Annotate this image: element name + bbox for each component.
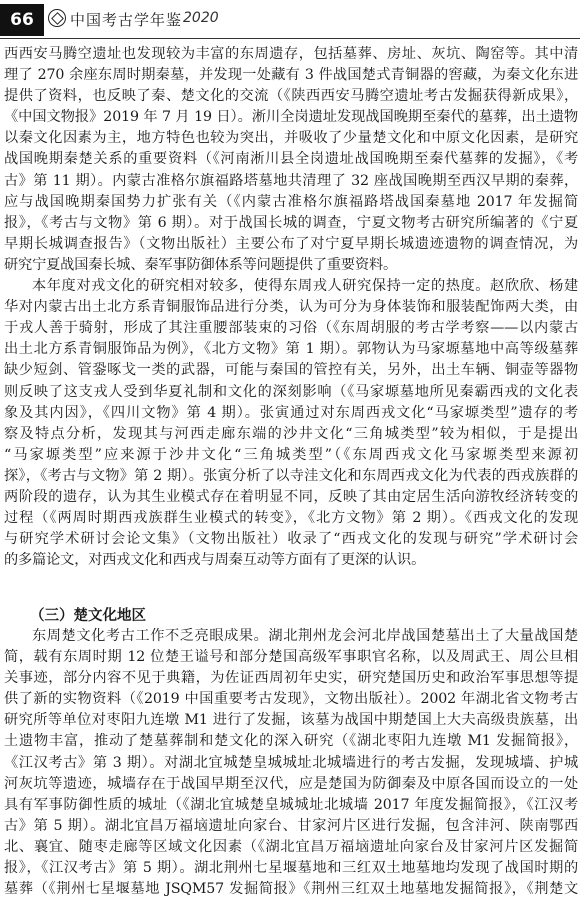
header-rule (0, 38, 580, 39)
text-line: 河灰坑等遗迹，城墙存在于战国早期至汉代，应是楚国为防御秦及中原各国而设立的一处 (4, 775, 578, 792)
text-line: 理了 270 余座东周时期秦墓，并发现一处藏有 3 件战国楚式青铜器的窖藏，为秦文化东进 (4, 67, 578, 84)
text-line: 战国晚期秦楚关系的重要资料（《河南淅川县全岗遗址战国晚期至秦代墓葬的发掘》，《考 (4, 151, 578, 168)
text-line: “马家塬类型”应来源于沙井文化“三角城类型”（《东周西戎文化马家塬类型来源初 (4, 446, 578, 463)
text-line: 提供了资料，也反映了秦、楚文化的交流（《陕西西安马腾空遗址考古发掘获得新成果》， (4, 88, 578, 105)
page-header (0, 0, 580, 40)
text-line: 具有军事防御性质的城址（《湖北宜城楚皇城城址北城墙 2017 年度发掘简报》，《江汉考 (4, 796, 578, 813)
text-line: 于戎人善于骑射，形成了其注重腰部装束的习俗（《东周胡服的考古学考察——以内蒙古 (4, 320, 578, 337)
paragraph-rong (4, 276, 578, 571)
text-line: 察及特点分析，发现其与河西走廊东端的沙井文化“三角城类型”较为相似，于是提出 (4, 425, 578, 442)
text-line: 缺少短剑、管銎啄戈一类的武器，可能与秦国的管控有关，另外，出土车辆、铜壶等器物 (4, 362, 578, 379)
body-text-upper (4, 44, 578, 571)
text-line: 研究宁夏战国秦长城、秦军事防御体系等问题提供了重要资料。 (4, 256, 398, 273)
text-line: 关事迹，部分内容不见于典籍，为佐证西周初年史实，研究楚国历史和政治军事思想等提 (4, 670, 578, 687)
text-line: 古》第 11 期）。内蒙古准格尔旗福路塔墓地共清理了 32 座战国晚期至西汉早期的秦葬， (4, 172, 578, 189)
text-line: 两阶段的遗存，认为其生业模式存在着明显不同，反映了其由定居生活向游牧经济转变的 (4, 488, 578, 505)
text-line: 华对内蒙古出土北方系青铜服饰品进行分类，认为可分为身体装饰和服装配饰两大类，由 (4, 299, 578, 316)
text-line: 西西安马腾空遗址也发现较为丰富的东周遗存，包括墓葬、房址、灰坑、陶窑等。其中清 (4, 46, 578, 62)
book-year: 2020 (183, 10, 219, 26)
text-line: 墓葬（《荆州七星堰墓地 JSQM57 发掘简报》《荆州三红双土地墓地发掘简报》，《荆楚文 (4, 881, 578, 898)
text-line: 古》第 5 期）。湖北宜昌万福垴遗址向家台、甘家河片区进行发掘，包含沣河、陕南鄂西 (4, 817, 578, 834)
text-line: 以秦文化因素为主，地方特色也较为突出，并吸收了少量楚文化和中原文化因素，是研究 (4, 130, 578, 147)
page-number: 66 (0, 4, 44, 36)
text-line: 过程（《两周时期西戎族群生业模式的转变》，《北方文物》第 2 期）。《西戎文化的发现 (4, 510, 578, 527)
text-line: 应与战国晚期秦国势力扩张有关（《内蒙古准格尔旗福路塔战国秦墓地 2017 年发掘简 (4, 193, 578, 210)
text-line: 《中国文物报》2019 年 7 月 19 日）。淅川全岗遗址发现战国晚期至秦代的墓葬，出土遗物 (4, 109, 578, 126)
text-line: 象及其内因》，《四川文物》第 4 期）。张寅通过对东周西戎文化“马家塬类型”遗存的考 (4, 404, 578, 421)
text-line: 东周楚文化考古工作不乏亮眼成果。湖北荆州龙会河北岸战国楚墓出土了大量战国楚 (32, 628, 578, 644)
text-line: 探》，《考古与文物》第 2 期）。张寅分析了以寺洼文化和东周西戎文化为代表的西戎族群的 (4, 467, 578, 484)
text-line: 则反映了这支戎人受到华夏礼制和文化的深刻影响（《马家塬墓地所见秦霸西戎的文化表 (4, 383, 578, 400)
book-title: 中国考古学年鉴 (70, 11, 183, 29)
text-line: 土遗物丰富，推动了楚墓葬制和楚文化的深入研究（《湖北枣阳九连墩 M1 发掘简报》， (4, 733, 578, 750)
body-text-lower (4, 626, 578, 900)
text-line: 出土北方系青铜服饰品为例》，《北方文物》第 1 期）。郭物认为马家塬墓地中高等级墓葬 (4, 341, 578, 358)
yearbook-logo-icon (48, 9, 66, 27)
text-line: 报》，《考古与文物》第 6 期）。对于战国长城的调查，宁夏文物考古研究所编著的《宁夏 (4, 214, 578, 231)
section-heading: （三）楚文化地区 (30, 608, 146, 624)
text-line: 本年度对戎文化的研究相对较多，使得东周戎人研究保持一定的热度。赵欣欣、杨建 (32, 278, 578, 295)
text-line: 供了新的实物资料（《2019 中国重要考古发现》，文物出版社）。2002 年湖北省文物考古 (4, 691, 578, 708)
paragraph-chu (4, 626, 578, 900)
text-line: 简，载有东周时期 12 位楚王谥号和部分楚国高级军事职官名称，以及周武王、周公旦相 (4, 649, 578, 666)
text-line: 《江汉考古》第 3 期）。对湖北宜城楚皇城城址北城墙进行的考古发掘，发现城墙、护城 (4, 754, 578, 771)
text-line: 的多篇论文，对西戎文化和西戎与周秦互动等方面有了更深的认识。 (4, 552, 426, 569)
text-line: 早期长城调查报告》（文物出版社）主要公布了对宁夏早期长城遗迹遗物的调查情况，为 (4, 235, 578, 252)
paragraph-qin (4, 44, 578, 276)
text-line: 报》，《江汉考古》第 5 期）。湖北荆州七星堰墓地和三红双土地墓地均发现了战国时期的 (4, 860, 578, 877)
text-line: 研究所等单位对枣阳九连墩 M1 进行了发掘，该墓为战国中期楚国上大夫高级贵族墓，出 (4, 712, 578, 729)
text-line: 与研究学术研讨会论文集》（文物出版社）收录了“西戎文化的发现与研究”学术研讨会 (4, 531, 578, 548)
text-line: 北、襄宜、随枣走廊等区域文化因素（《湖北宜昌万福垴遗址向家台及甘家河片区发掘简 (4, 838, 578, 855)
